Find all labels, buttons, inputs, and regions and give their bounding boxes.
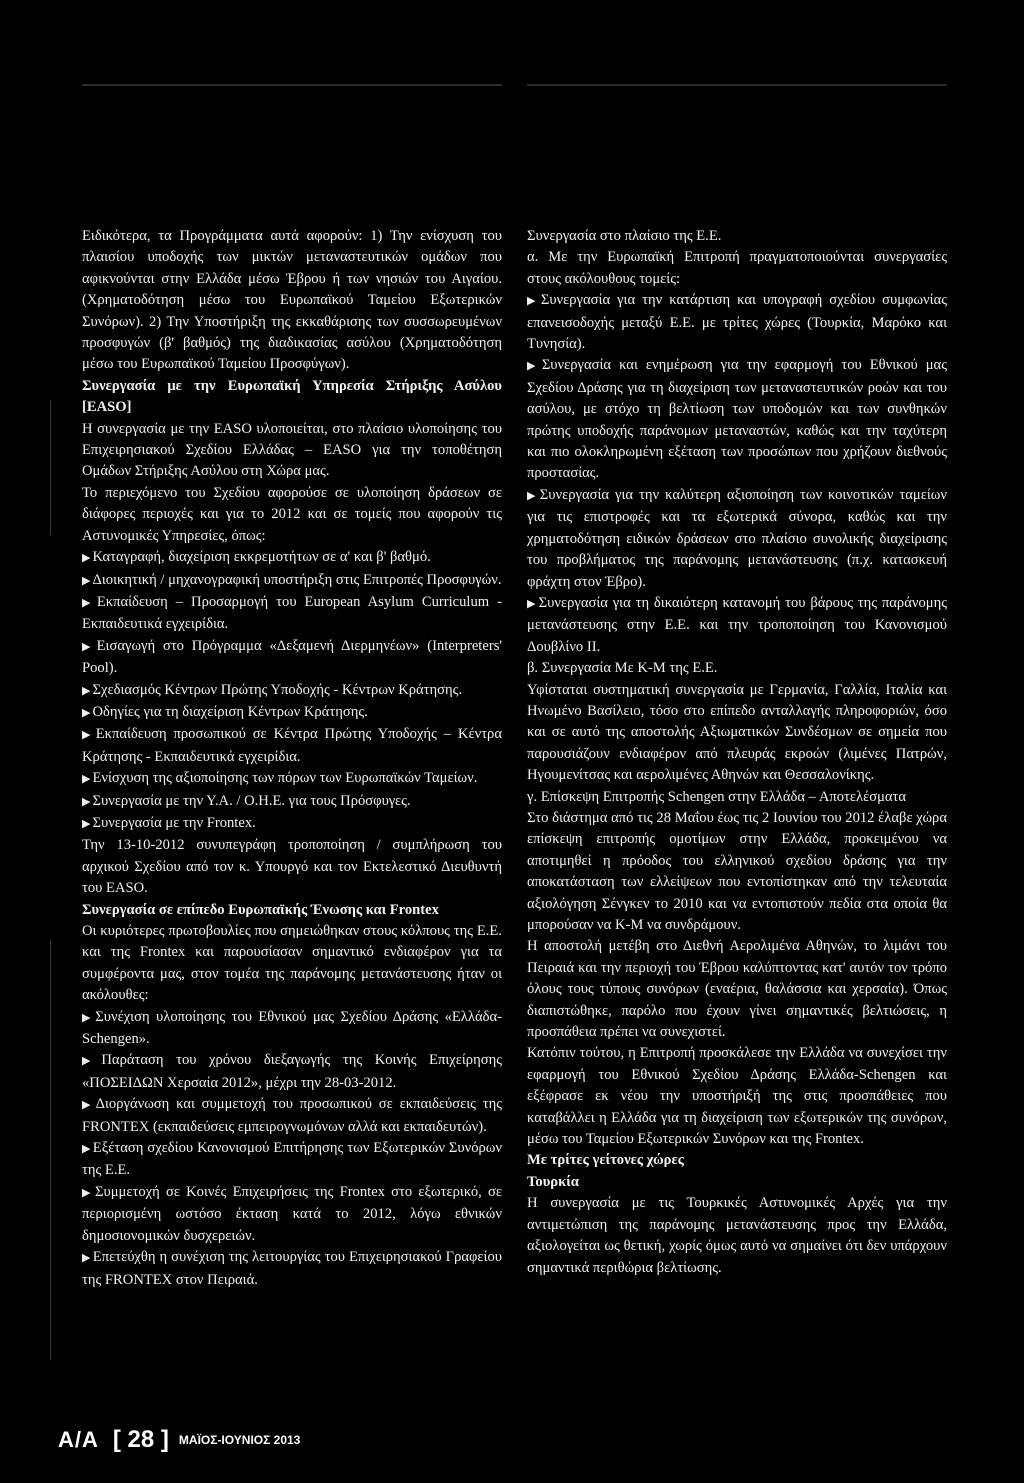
bullet-item: ▶ Διοικητική / μηχανογραφική υποστήριξη στις Επιτροπές Προσφυγών. — [82, 570, 502, 592]
bullet-item: ▶ Συμμετοχή σε Κοινές Επιχειρήσεις της Frontex στο εξωτερικό, σε περιορισμένη ωστόσο έκταση κατά το 2012, λόγω εθνικών δημοσιονομικών δυσχερειών. — [82, 1182, 502, 1247]
bullet-item: ▶ Συνεργασία με την Frontex. — [82, 813, 502, 835]
bullet-item: ▶ Συνεργασία για τη δικαιότερη κατανομή του βάρους της παράνομης μετανάστευσης στην Ε.Ε. και την τροποποίηση του Κανονισμού Δουβλίνο ΙΙ. — [527, 593, 947, 658]
bullet-item: ▶ Συνεργασία για την κατάρτιση και υπογραφή σχεδίου συμφωνίας επανεισοδοχής μεταξύ Ε.Ε. με τρίτες χώρες (Τουρκία, Μαρόκο και Τυνησία). — [527, 290, 947, 355]
paragraph: Στο διάστημα από τις 28 Μαΐου έως τις 2 Ιουνίου του 2012 έλαβε χώρα επίσκεψη επιτροπής ομοτίμων στην Ελλάδα, προκειμένου να αποτιμηθεί η πρόοδος του ελληνικού σχεδίου δράσης για την αποκατάσταση των ελλείψεων που εντοπίστηκαν από την τελευταία αξιολόγηση Σένγκεν το 2010 και να εντοπιστούν πεδία στα οποία θα μπορούσαν να Κ-Μ να συνδράμουν. — [527, 809, 947, 933]
bullet-item: ▶ Εξέταση σχεδίου Κανονισμού Επιτήρησης των Εξωτερικών Συνόρων της Ε.Ε. — [82, 1138, 502, 1182]
paragraph: Η συνεργασία με τις Τουρκικές Αστυνομικές Αρχές για την αντιμετώπιση της παράνομης μετανάστευσης προς την Ελλάδα, αξιολογείται ως θετική, χωρίς όμως αυτό να σημαίνει ότι δεν υπάρχουν σημαντικά περιθώρια βελτίωσης. — [527, 1195, 947, 1276]
paragraph: Η συνεργασία με την EASO υλοποιείται, στο πλαίσιο υλοποίησης του Επιχειρησιακού Σχεδίου Ελλάδας – EASO για την τοποθέτηση Ομάδων Στήριξης Ασύλου στη Χώρα μας. — [82, 420, 502, 480]
paragraph: α. Με την Ευρωπαϊκή Επιτροπή πραγματοποιούνται συνεργασίες στους ακόλουθους τομείς: — [527, 249, 947, 287]
paragraph: β. Συνεργασία Με Κ-Μ της Ε.Ε. — [527, 660, 718, 677]
section-heading: Συνεργασία σε επίπεδο Ευρωπαϊκής Ένωσης και Frontex — [82, 901, 439, 918]
magazine-logo: Α/Α — [58, 1427, 99, 1452]
page-footer — [58, 1426, 300, 1454]
paragraph: Συνεργασία στο πλαίσιο της Ε.Ε. — [527, 228, 722, 244]
paragraph: Οι κυριότερες πρωτοβουλίες που σημειώθηκαν στους κόλπους της Ε.Ε. και της Frontex και παρουσίασαν σημαντικό ενδιαφέρον για τα συμφέροντα μας, στον τομέα της παράνομης μετανάστευσης ήταν οι ακόλουθες: — [82, 923, 502, 1004]
section-heading: Με τρίτες γείτονες χώρες — [527, 1152, 684, 1169]
paragraph: Την 13-10-2012 συνυπεγράφη τροποποίηση / συμπλήρωση του αρχικού Σχεδίου από τον κ. Υπουργό και τον Εκτελεστικό Διευθυντή του EASO. — [82, 837, 502, 897]
paragraph: Κατόπιν τούτου, η Επιτροπή προσκάλεσε την Ελλάδα να συνεχίσει την εφαρμογή του Εθνικού Σχεδίου Δράσης Ελλάδα-Schengen και εξέφρασε εκ νέου την υποστήριξή της στις προσπάθειες που καταβάλλει η Ελλάδα για τη διαχείριση των εξωτερικών της συνόρων, μέσω του Ταμείου Εξωτερικών Συνόρων και της Frontex. — [527, 1045, 947, 1148]
bullet-item: ▶ Ενίσχυση της αξιοποίησης των πόρων των Ευρωπαϊκών Ταμείων. — [82, 768, 502, 790]
bullet-item: ▶ Εκπαίδευση προσωπικού σε Κέντρα Πρώτης Υποδοχής – Κέντρα Κράτησης - Εκπαιδευτικά εγχειρίδια. — [82, 724, 502, 768]
section-heading: Τουρκία — [527, 1173, 579, 1190]
bullet-item: ▶ Σχεδιασμός Κέντρων Πρώτης Υποδοχής - Κέντρων Κράτησης. — [82, 680, 502, 702]
paragraph: Υφίσταται συστηματική συνεργασία με Γερμανία, Γαλλία, Ιταλία και Ηνωμένο Βασίλειο, τόσο στο επίπεδο ανταλλαγής πληροφοριών, όσο και σε αυτό της αποστολής Αξιωματικών Συνδέσμων σε σημεία που παρουσιάζουν ενδιαφέρον από πλευράς εκροών (λιμένες Πατρών, Ηγουμενίτσας και αερολιμένες Αθηνών και Θεσσαλονίκης. — [527, 681, 947, 784]
paragraph: Ειδικότερα, τα Προγράμματα αυτά αφορούν: 1) Την ενίσχυση του πλαισίου υποδοχής των μικτών μεταναστευτικών ομάδων που αφικνούνται στην Ελλάδα μέσω Έβρου ή των νησιών του Αιγαίου. (Χρηματοδότηση μέσω του Ευρωπαϊκού Ταμείου Εξωτερικών Συνόρων). 2) Την Υποστήριξη της εκκαθάρισης των συσσωρευμένων προσφυγών (β' βαθμός) της διαδικασίας ασύλου (Χρηματοδότηση μέσω του Ευρωπαϊκού Ταμείου Προσφύγων). — [82, 228, 502, 373]
section-heading: Συνεργασία με την Ευρωπαϊκή Υπηρεσία Στήριξης Ασύλου [EASO] — [82, 377, 502, 416]
margin-rule — [50, 400, 51, 535]
bullet-item: ▶ Συνεργασία και ενημέρωση για την εφαρμογή του Εθνικού μας Σχεδίου Δράσης για τη διαχείριση των μεταναστευτικών ροών και του ασύλου, με στόχο τη βελτίωση των υποδομών και των συνθηκών πρώτης υποδοχής παράνομων μεταναστών, καθώς και την ταχύτερη και πιο ολοκληρωμένη εξέταση των προσώπων που χρήζουν διεθνούς προστασίας. — [527, 355, 947, 484]
bullet-item: ▶ Εκπαίδευση – Προσαρμογή του European Asylum Curriculum - Εκπαιδευτικά εγχειρίδια. — [82, 592, 502, 636]
top-rule — [527, 84, 947, 86]
bullet-item: ▶ Επετεύχθη η συνέχιση της λειτουργίας του Επιχειρησιακού Γραφείου της FRONTEX στον Πειραιά. — [82, 1247, 502, 1291]
bullet-item: ▶ Συνέχιση υλοποίησης του Εθνικού μας Σχεδίου Δράσης «Ελλάδα-Schengen». — [82, 1007, 502, 1051]
top-rule — [82, 84, 502, 86]
page-number: [ 28 ] — [112, 1426, 169, 1453]
bullet-item: ▶ Διοργάνωση και συμμετοχή του προσωπικού σε εκπαιδεύσεις της FRONTEX (εκπαιδεύσεις εμπειρογνωμόνων αλλά και εκπαιδευτών). — [82, 1094, 502, 1138]
left-column — [82, 226, 502, 1291]
issue-date: ΜΑΪΟΣ-ΙΟΥΝΙΟΣ 2013 — [178, 1433, 301, 1447]
right-column — [527, 226, 947, 1279]
bullet-item: ▶ Καταγραφή, διαχείριση εκκρεμοτήτων σε α' και β' βαθμό. — [82, 547, 502, 569]
paragraph: γ. Επίσκεψη Επιτροπής Schengen στην Ελλάδα – Αποτελέσματα — [527, 788, 907, 805]
margin-rule — [50, 940, 51, 1360]
bullet-item: ▶ Οδηγίες για τη διαχείριση Κέντρων Κράτησης. — [82, 702, 502, 724]
bullet-item: ▶ Συνεργασία με την Υ.Α. / Ο.Η.Ε. για τους Πρόσφυγες. — [82, 791, 502, 813]
bullet-item: ▶ Συνεργασία για την καλύτερη αξιοποίηση των κοινοτικών ταμείων για τις επιστροφές και τα εξωτερικά σύνορα, καθώς και την χρηματοδότηση ειδικών δράσεων στο πλαίσιο συνολικής διαχείρισης του προβλήματος της παράνομης μετανάστευσης (π.χ. κατασκευή φράχτη στον Έβρο). — [527, 485, 947, 593]
bullet-item: ▶ Εισαγωγή στο Πρόγραμμα «Δεξαμενή Διερμηνέων» (Interpreters' Pool). — [82, 636, 502, 680]
bullet-item: ▶ Παράταση του χρόνου διεξαγωγής της Κοινής Επιχείρησης «ΠΟΣΕΙΔΩΝ Χερσαία 2012», μέχρι την 28-03-2012. — [82, 1050, 502, 1094]
paragraph: Η αποστολή μετέβη στο Διεθνή Αερολιμένα Αθηνών, το λιμάνι του Πειραιά και την περιοχή του Έβρου καλύπτοντας κατ' αυτόν τον τρόπο όλους τους τύπους συνόρων (εναέρια, θαλάσσια και χερσαία). Όπως διαπιστώθηκε, παρόλο που έχουν γίνει σημαντικές βελτιώσεις, η προσπάθεια πρέπει να συνεχιστεί. — [527, 938, 947, 1041]
paragraph: Το περιεχόμενο του Σχεδίου αφορούσε σε υλοποίηση δράσεων σε διάφορες περιοχές και για το 2012 και σε τομείς που αφορούν τις Αστυνομικές Υπηρεσίες, όπως: — [82, 484, 502, 544]
